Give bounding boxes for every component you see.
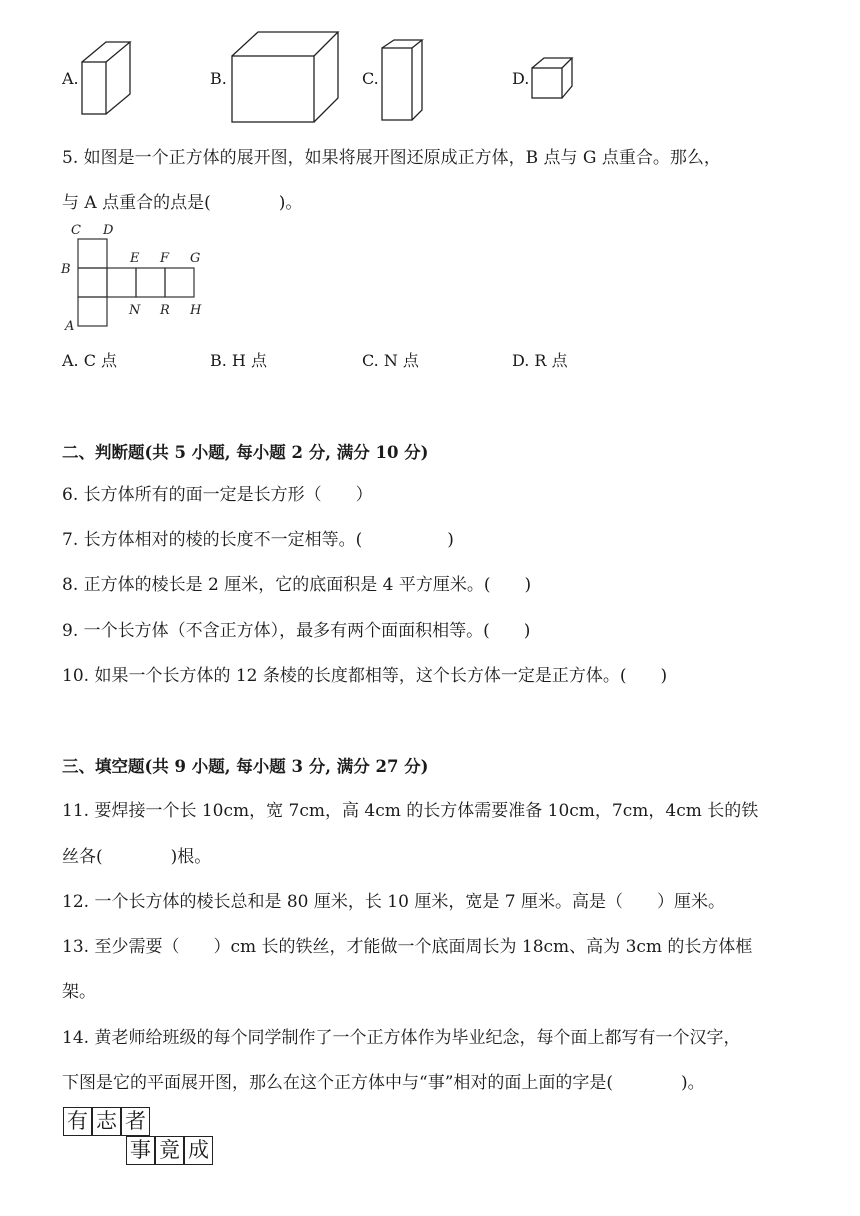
net-char-1: 有 [63, 1107, 92, 1136]
net-char-3: 者 [121, 1107, 150, 1136]
q5-cube-net-figure [56, 222, 216, 334]
q12-text: 12. 一个长方体的棱长总和是 80 厘米，长 10 厘米，宽是 7 厘米。高是（ ）厘米。 [62, 892, 725, 912]
q9-text: 9. 一个长方体（不含正方体），最多有两个面面积相等。( ) [62, 621, 531, 641]
net-label-a: A [65, 319, 75, 334]
q5-option-c: C. N 点 [362, 351, 419, 370]
section3-heading: 三、填空题(共 9 小题, 每小题 3 分, 满分 27 分) [62, 757, 429, 776]
q5-text-line2: 与 A 点重合的点是( )。 [62, 193, 303, 213]
q4-option-c-label: C. [362, 69, 379, 88]
q14-text-line2: 下图是它的平面展开图，那么在这个正方体中与“事”相对的面上面的字是( )。 [62, 1073, 705, 1093]
net-label-r: R [160, 303, 170, 318]
net-label-d: D [103, 223, 114, 238]
q6-text: 6. 长方体所有的面一定是长方形（ ） [62, 485, 373, 505]
q7-text: 7. 长方体相对的棱的长度不一定相等。( ) [62, 530, 454, 550]
q10-text: 10. 如果一个长方体的 12 条棱的长度都相等，这个长方体一定是正方体。( ) [62, 666, 668, 686]
net-char-6: 成 [184, 1136, 213, 1165]
q11-text-line2: 丝各( )根。 [62, 847, 212, 867]
q13-text-line2: 架。 [62, 982, 96, 1002]
q5-option-d: D. R 点 [512, 351, 568, 370]
net-label-b: B [61, 262, 71, 277]
net-label-e: E [130, 251, 140, 266]
net-char-2: 志 [92, 1107, 121, 1136]
q4-option-d-label: D. [512, 69, 530, 88]
q4-option-b-figure [230, 30, 342, 124]
net-label-c: C [71, 223, 81, 238]
q8-text: 8. 正方体的棱长是 2 厘米，它的底面积是 4 平方厘米。( ) [62, 575, 532, 595]
net-label-n: N [129, 303, 141, 318]
q5-option-a: A. C 点 [62, 351, 118, 370]
q4-option-a-figure [80, 40, 132, 116]
net-label-g: G [190, 251, 201, 266]
q4-option-c-figure [380, 38, 426, 122]
q5-option-b: B. H 点 [210, 351, 267, 370]
q4-option-b-label: B. [210, 69, 227, 88]
net-char-5: 竟 [155, 1136, 184, 1165]
net-char-4: 事 [126, 1136, 155, 1165]
q14-text-line1: 14. 黄老师给班级的每个同学制作了一个正方体作为毕业纪念，每个面上都写有一个汉字， [62, 1028, 741, 1048]
q13-text-line1: 13. 至少需要（ ）cm 长的铁丝，才能做一个底面周长为 18cm、高为 3cm 的长方体框 [62, 937, 753, 957]
section2-heading: 二、判断题(共 5 小题, 每小题 2 分, 满分 10 分) [62, 443, 429, 462]
net-label-h: H [190, 303, 202, 318]
q4-option-a-label: A. [62, 69, 79, 88]
q11-text-line1: 11. 要焊接一个长 10cm，宽 7cm，高 4cm 的长方体需要准备 10cm，7cm，4cm 长的铁 [62, 801, 759, 821]
q5-text-line1: 5. 如图是一个正方体的展开图，如果将展开图还原成正方体，B 点与 G 点重合。那么， [62, 148, 721, 168]
net-label-f: F [160, 251, 170, 266]
q4-option-d-figure [530, 56, 576, 100]
